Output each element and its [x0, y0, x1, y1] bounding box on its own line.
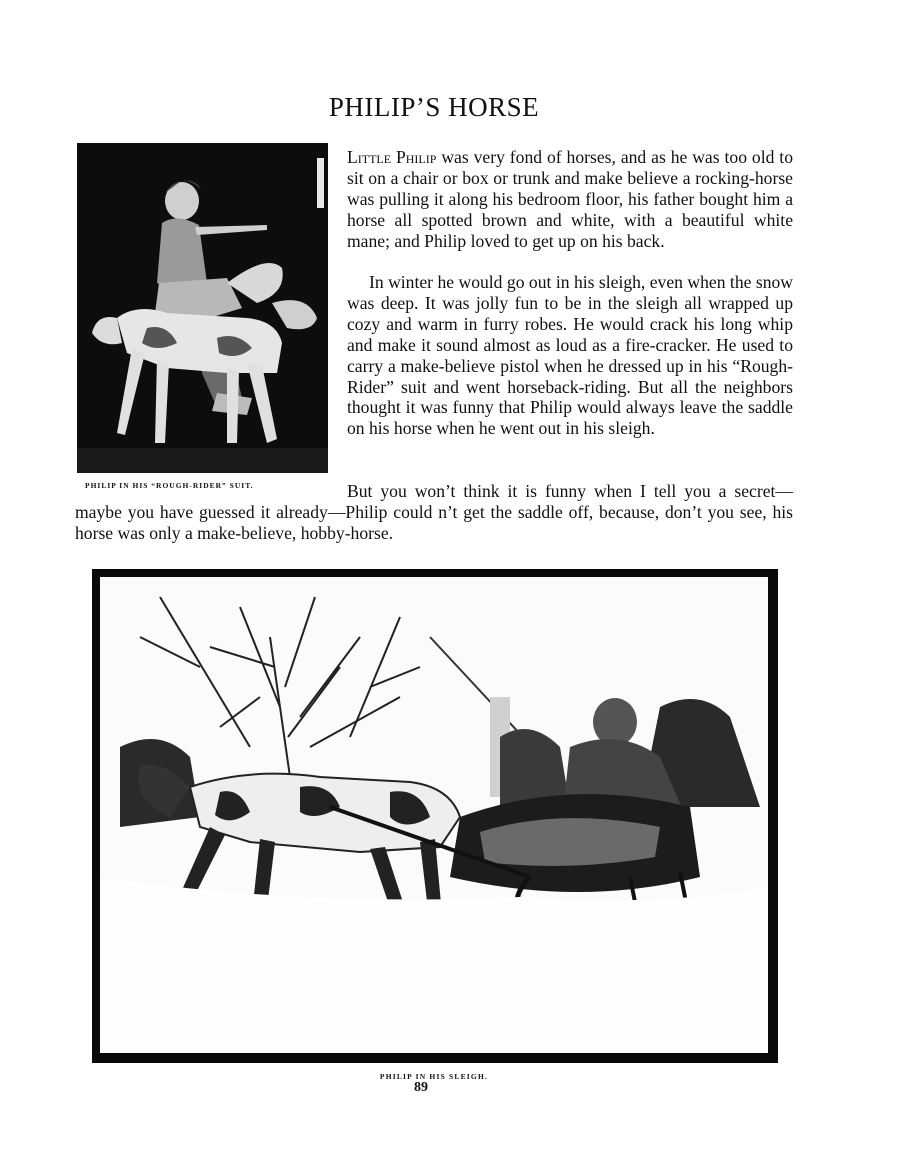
rough-rider-illustration: [77, 143, 328, 473]
paragraph-1-text: was very fond of horses, and as he was too old to sit on a chair or box or trunk and make believe a rocking-horse was pulling it along his bedroom floor, his father bought him a horse all spotted brown and white, with a beautiful white mane; and Philip loved to get up on his back.: [347, 147, 793, 251]
rough-rider-photo: [77, 143, 328, 473]
photo-caption-rough-rider: PHILIP IN HIS “ROUGH-RIDER” SUIT.: [85, 481, 254, 490]
sleigh-illustration: [100, 577, 768, 1053]
paragraph-1: [347, 147, 793, 252]
photo-caption-sleigh: PHILIP IN HIS SLEIGH.: [379, 1072, 489, 1081]
page-title: PHILIP’S HORSE: [328, 92, 540, 122]
paragraph-3: But you won’t think it is funny when I tell you a secret—maybe you have guessed it already—Philip could n’t get the saddle off, because, don’t you see, his horse was only a make-believe, hobby-horse.: [75, 481, 793, 543]
sleigh-photo: [92, 569, 778, 1063]
paragraph-2: In winter he would go out in his sleigh, even when the snow was deep. It was jolly fun to be in the sleigh all wrapped up cozy and warm in furry robes. He would crack his long whip and make it sound almost as loud as a fire-cracker. He used to carry a make-believe pistol when he dressed up in his “Rough-Rider” suit and went horseback-riding. But all the neighbors thought it was funny that Philip would always leave the saddle on his horse when he went out in his sleigh.: [347, 272, 793, 439]
paragraph-1-lead: Little Philip: [347, 147, 437, 167]
page-number: 89: [414, 1080, 428, 1095]
